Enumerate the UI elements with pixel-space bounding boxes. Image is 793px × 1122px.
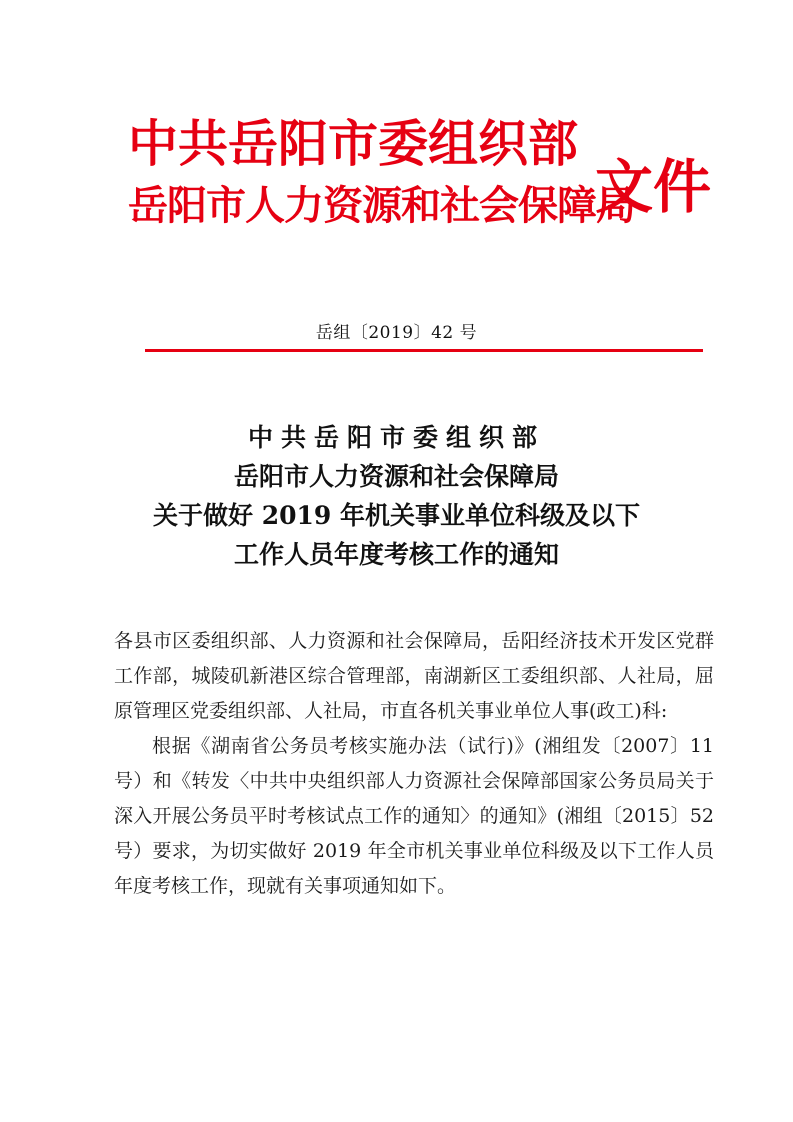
document-title (0, 418, 793, 574)
document-body (114, 624, 714, 904)
issuer-header (128, 100, 712, 260)
body-paragraph: 根据《湖南省公务员考核实施办法（试行)》(湘组发〔2007〕11 号）和《转发〈中共中央组织部人力资源社会保障部国家公务员局关于深入开展公务员平时考核试点工作的通知〉的通知》(湘组〔2015〕52 号）要求，为切实做好 2019 年全市机关事业单位科级及以下工作人员年度考核工作，现就有关事项通知如下。 (114, 735, 714, 897)
red-divider (145, 349, 703, 352)
document-type-label: 文件 (595, 153, 712, 221)
recipients-paragraph: 各县市区委组织部、人力资源和社会保障局，岳阳经济技术开发区党群工作部，城陵矶新港区综合管理部，南湖新区工委组织部、人社局，屈原管理区党委组织部、人社局，市直各机关事业单位人事(政工)科: (114, 630, 714, 722)
title-line-4: 工作人员年度考核工作的通知 (233, 540, 559, 569)
title-line-2: 岳阳市人力资源和社会保障局 (233, 462, 559, 491)
issuer-name-2: 岳阳市人力资源和社会保障局 (128, 182, 635, 229)
issuer-name-1: 中共岳阳市委组织部 (128, 114, 578, 173)
document-number: 岳组〔2019〕42 号 (315, 323, 478, 343)
title-line-3: 关于做好 2019 年机关事业单位科级及以下 (153, 501, 640, 530)
title-line-1: 中共岳阳市委组织部 (247, 423, 545, 452)
